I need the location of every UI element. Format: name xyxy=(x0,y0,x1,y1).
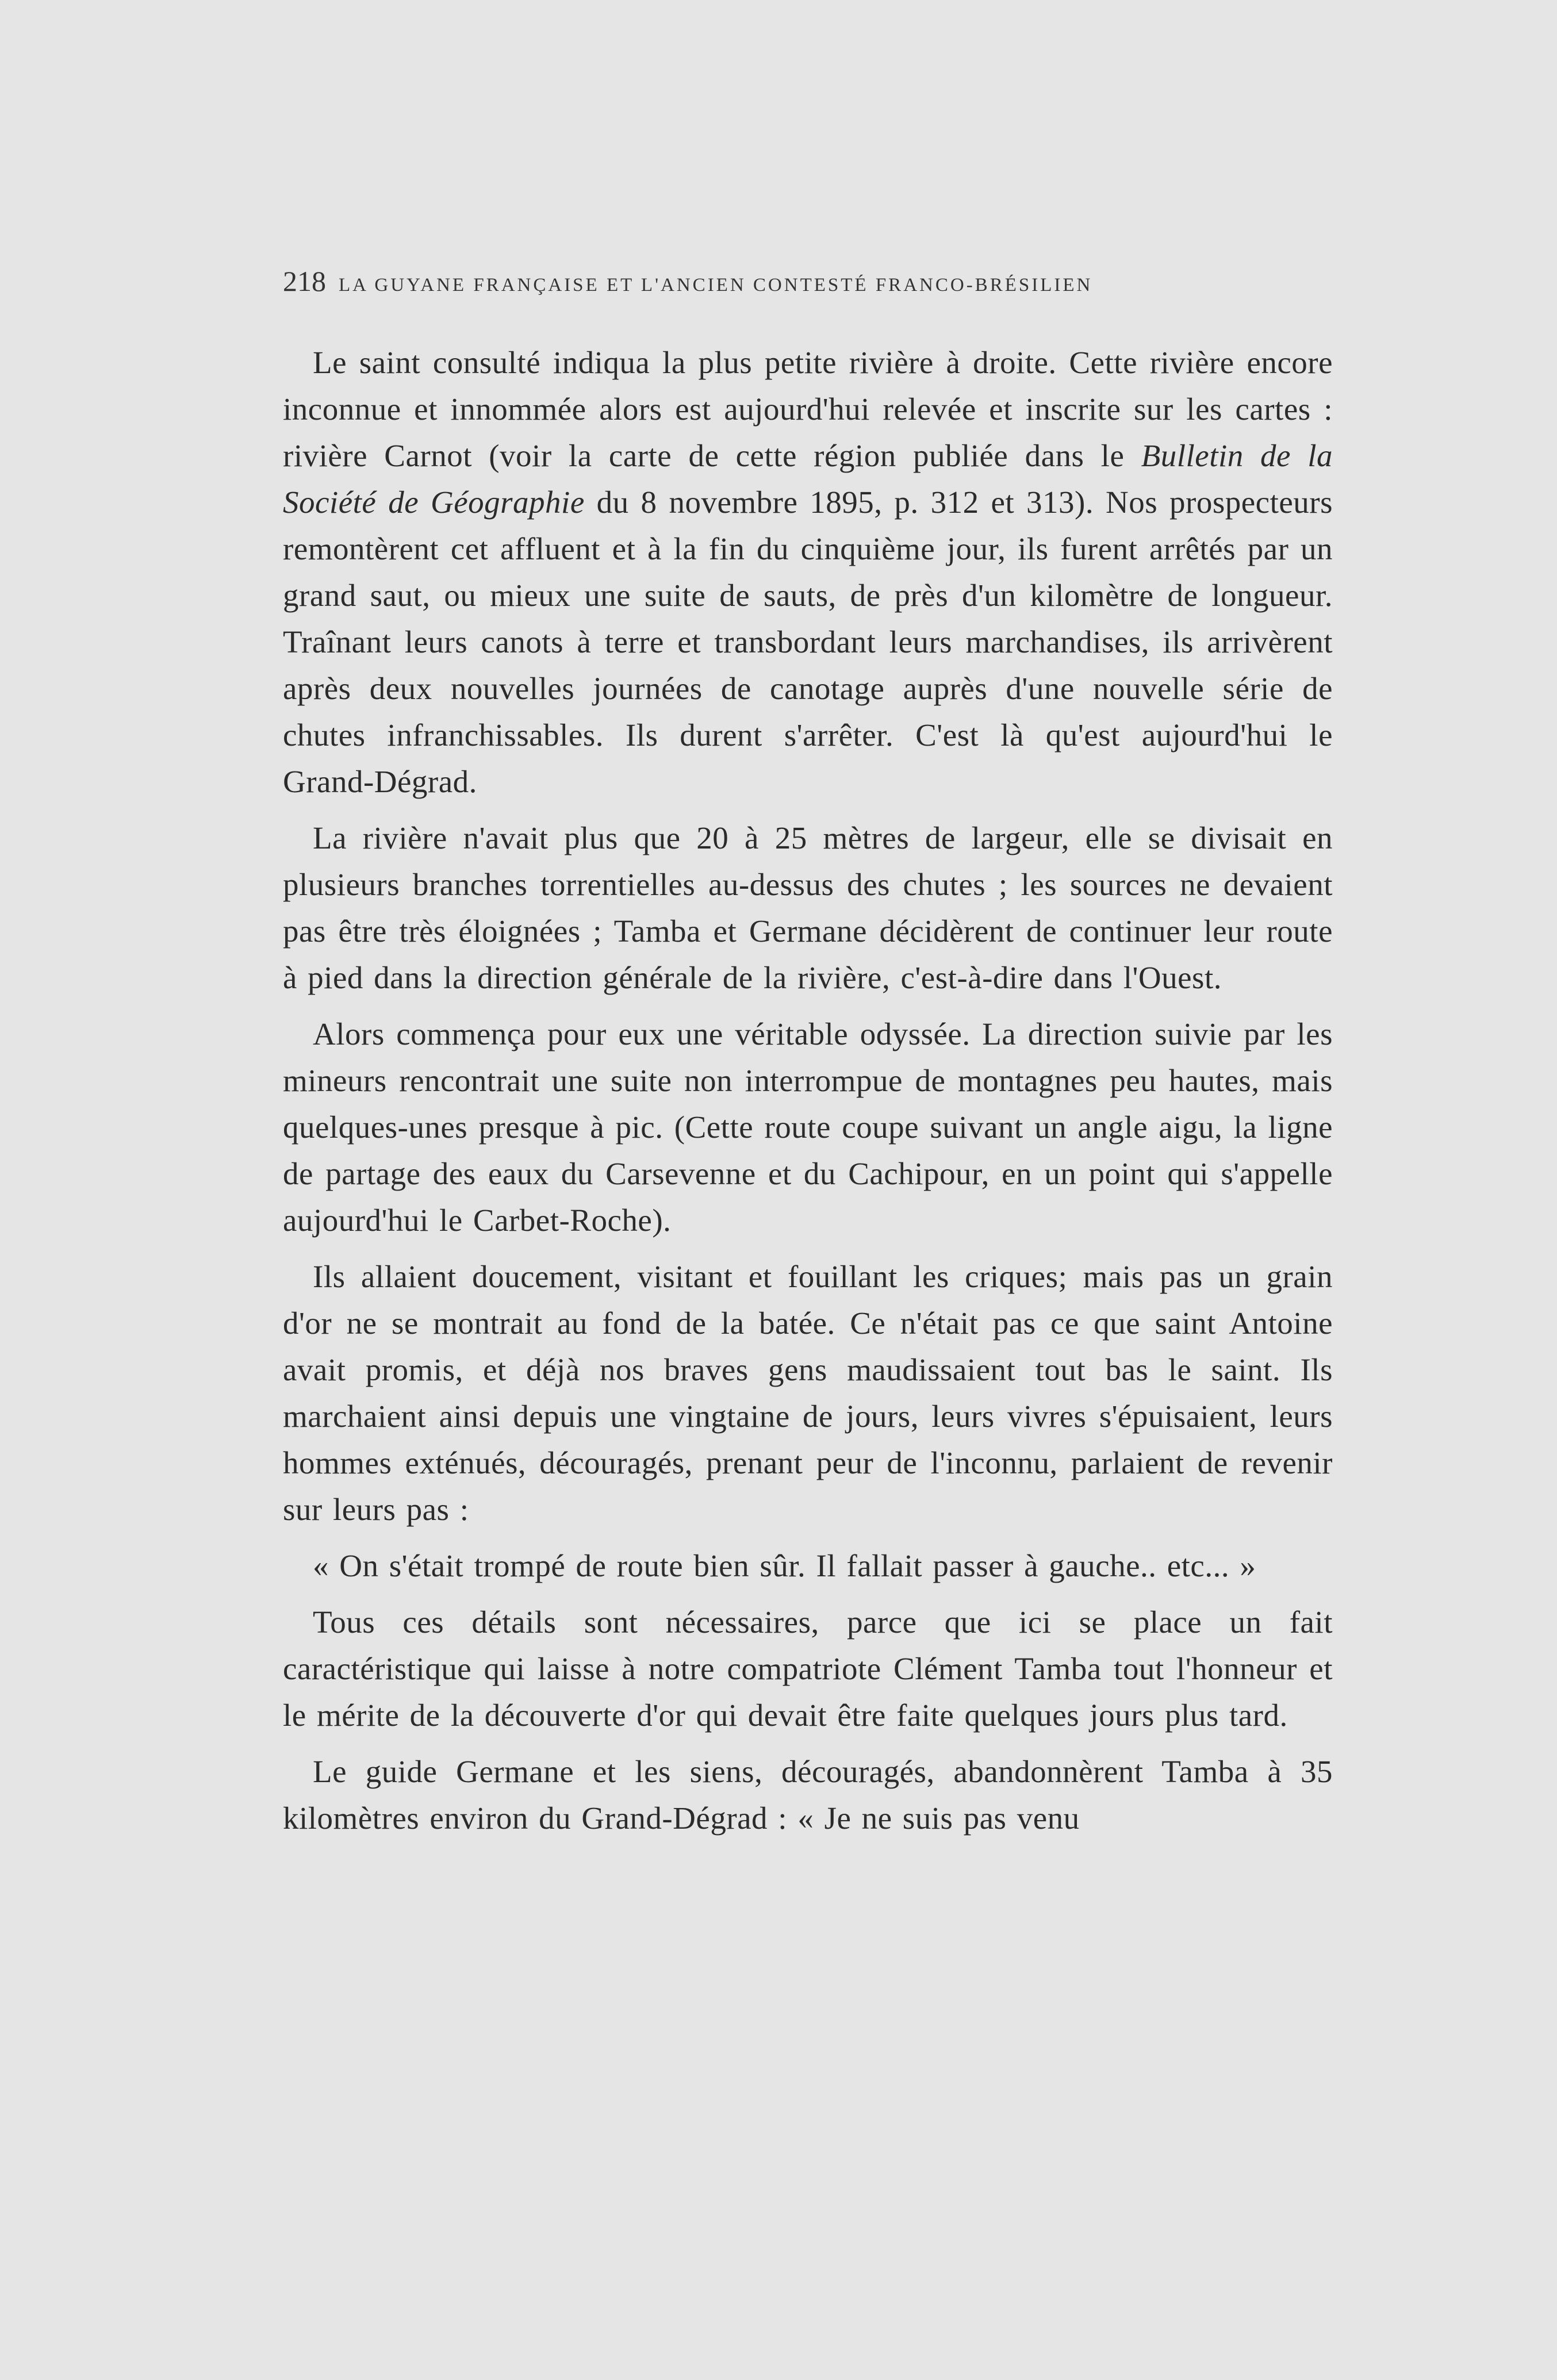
paragraph-6: Tous ces détails sont nécessaires, parce que ici se place un fait caractéristique qui laisse à notre compatriote Clément Tamba tout l'honneur et le mérite de la découverte d'or qui devait être faite quelques jours plus tard. xyxy=(283,1604,1333,1733)
body-text xyxy=(283,339,1333,1851)
running-title: LA GUYANE FRANÇAISE ET L'ANCIEN CONTESTÉ FRANCO-BRÉSILIEN xyxy=(339,275,1093,295)
paragraph-7: Le guide Germane et les siens, découragés, abandonnèrent Tamba à 35 kilomètres environ du Grand-Dégrad : « Je ne suis pas venu xyxy=(283,1754,1333,1836)
page-number: 218 xyxy=(283,265,326,297)
bulletin-title: Bulletin de la Société de Géographie xyxy=(283,438,1333,520)
running-head xyxy=(283,264,1335,298)
paragraph-3: Alors commença pour eux une véritable odyssée. La direction suivie par les mineurs rencontrait une suite non interrompue de montagnes peu hautes, mais quelques-unes presque à pic. (Cette route coupe suivant un angle aigu, la ligne de partage des eaux du Carsevenne et du Cachipour, en un point qui s'appelle aujourd'hui le Carbet-Roche). xyxy=(283,1016,1333,1238)
paragraph-1 xyxy=(283,339,1333,805)
paragraph-1-text-a: Le saint consulté indiqua la plus petite rivière à droite. Cette rivière encore inconnue et innommée alors est aujourd'hui relevée et inscrite sur les cartes : rivière Carnot (voir la carte de cette région publiée dans le xyxy=(283,345,1333,473)
paragraph-5-quote: « On s'était trompé de route bien sûr. Il fallait passer à gauche.. etc... » xyxy=(313,1548,1256,1583)
paragraph-2: La rivière n'avait plus que 20 à 25 mètres de largeur, elle se divisait en plusieurs branches torrentielles au-dessus des chutes ; les sources ne devaient pas être très éloignées ; Tamba et Germane décidèrent de continuer leur route à pied dans la direction générale de la rivière, c'est-à-dire dans l'Ouest. xyxy=(283,820,1333,995)
paragraph-4: Ils allaient doucement, visitant et fouillant les criques; mais pas un grain d'or ne se montrait au fond de la batée. Ce n'était pas ce que saint Antoine avait promis, et déjà nos braves gens maudissaient tout bas le saint. Ils marchaient ainsi depuis une vingtaine de jours, leurs vivres s'épuisaient, leurs hommes exténués, découragés, prenant peur de l'inconnu, parlaient de revenir sur leurs pas : xyxy=(283,1259,1333,1527)
paragraph-1-text-b: du 8 novembre 1895, p. 312 et 313). Nos prospecteurs remontèrent cet affluent et à la fin du cinquième jour, ils furent arrêtés par un grand saut, ou mieux une suite de sauts, de près d'un kilomètre de longueur. Traînant leurs canots à terre et transbordant leurs marchandises, ils arrivèrent après deux nouvelles journées de canotage auprès d'une nouvelle série de chutes infranchissables. Ils durent s'arrêter. C'est là qu'est aujourd'hui le Grand-Dégrad. xyxy=(283,485,1333,799)
